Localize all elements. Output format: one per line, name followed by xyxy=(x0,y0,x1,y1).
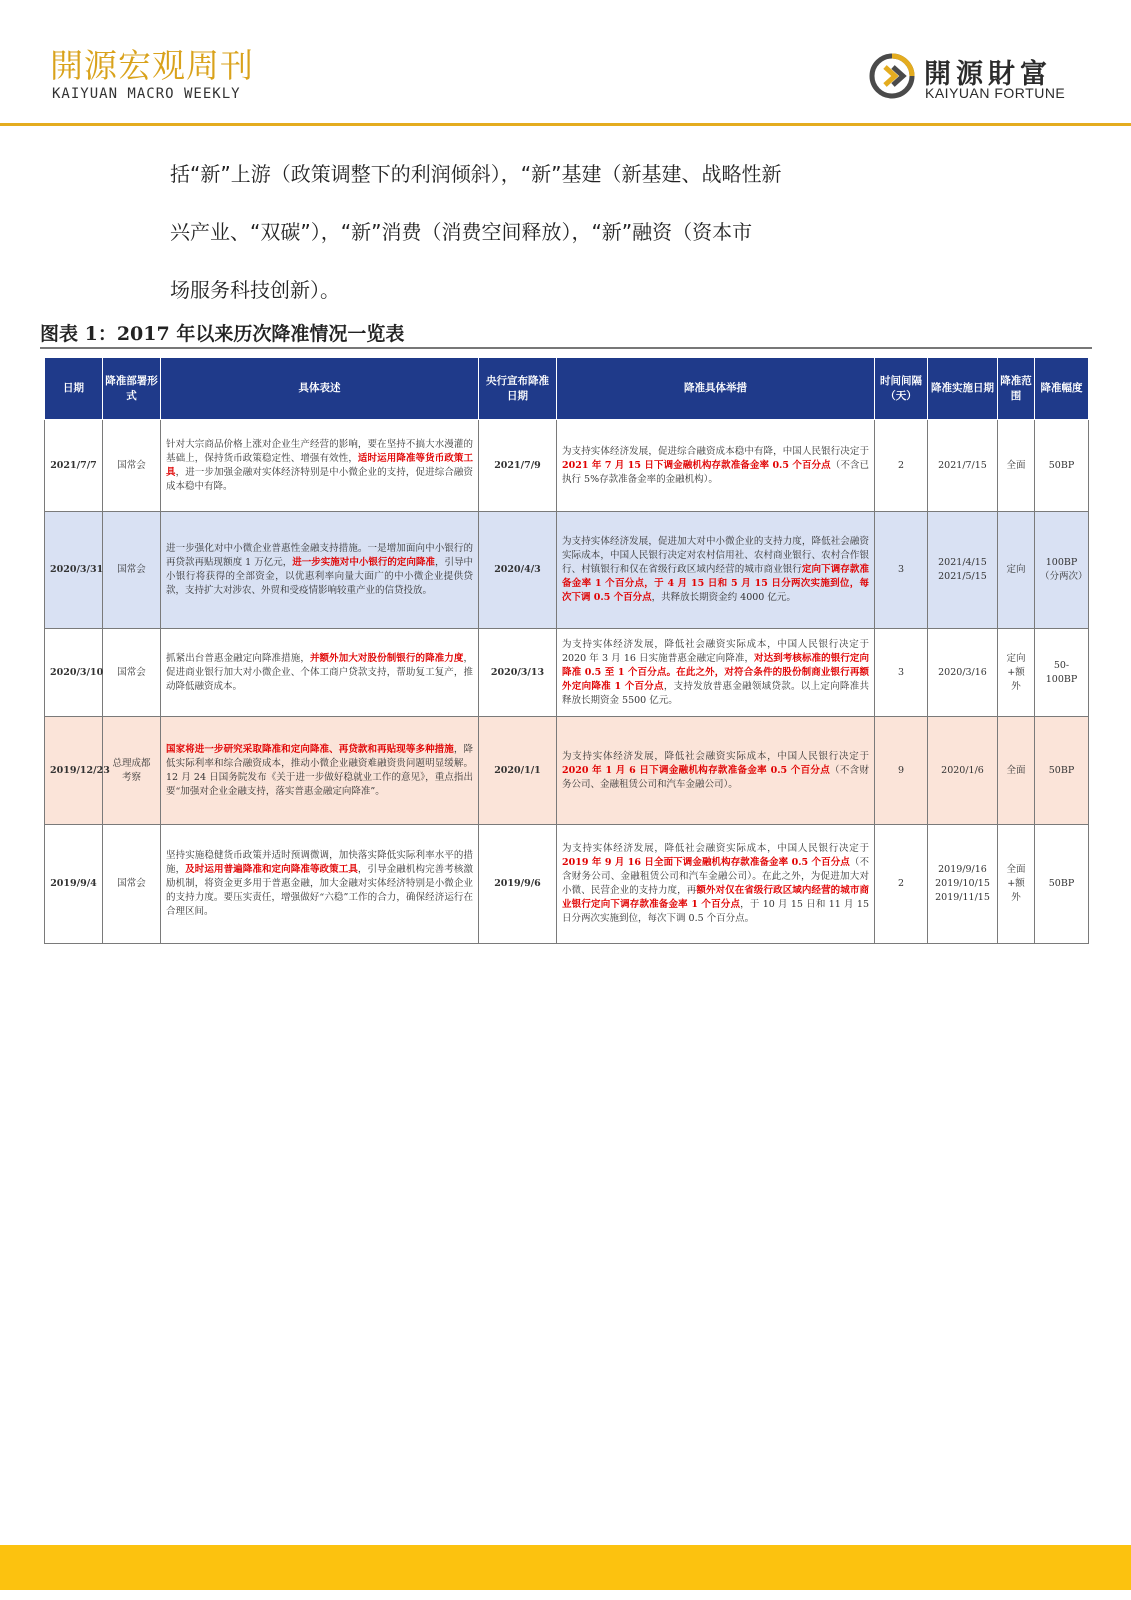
cell-impl-date: 2020/3/16 xyxy=(928,629,998,717)
cell-announce-date: 2020/1/1 xyxy=(479,717,557,825)
cell-statement: 国家将进一步研究采取降准和定向降准、再贷款和再贴现等多种措施，降低实际利率和综合融资成本，推动小微企业融资难融资贵问题明显缓解。12 月 24 日国务院发布《关于进一步做好稳就业工作的意见》，重点指出要“加强对企业金融支持，落实普惠金融定向降准”。 xyxy=(161,717,479,825)
cell-interval: 3 xyxy=(875,512,928,629)
cell-size: 50BP xyxy=(1035,825,1089,944)
table-row xyxy=(45,825,1089,944)
cell-scope: 定向 xyxy=(998,512,1035,629)
cell-size: 100BP（分两次） xyxy=(1035,512,1089,629)
logo-cn-text: 開源財富 xyxy=(924,59,1052,90)
cell-measures: 为支持实体经济发展，促进综合融资成本稳中有降，中国人民银行决定于2021 年 7 月 15 日下调金融机构存款准备金率 0.5 个百分点（不含已执行 5%存款准备金率的金融机构）。 xyxy=(557,420,875,512)
company-logo xyxy=(868,52,1078,102)
cell-measures: 为支持实体经济发展，降低社会融资实际成本，中国人民银行决定于2020 年 1 月 6 日下调金融机构存款准备金率 0.5 个百分点（不含财务公司、金融租赁公司和汽车金融公司）。 xyxy=(557,717,875,825)
paragraph-line: 括“新”上游（政策调整下的利润倾斜），“新”基建（新基建、战略性新 xyxy=(170,162,782,186)
cell-interval: 3 xyxy=(875,629,928,717)
cell-date: 2019/9/4 xyxy=(45,825,103,944)
cell-measures: 为支持实体经济发展，降低社会融资实际成本，中国人民银行决定于2019 年 9 月 16 日全面下调金融机构存款准备金率 0.5 个百分点（不含财务公司、金融租赁公司和汽车金融公司）。在此之外，为促进加大对小微、民营企业的支持力度，再额外对仅在省级行政区域内经营的城市商业银行定向下调存款准备金率 1 个百分点，于 10 月 15 日和 11 月 15 日分两次实施到位，每次下调 0.5 个百分点。 xyxy=(557,825,875,944)
col-header: 降准范围 xyxy=(998,358,1035,420)
cell-date: 2020/3/10 xyxy=(45,629,103,717)
paragraph-line: 场服务科技创新）。 xyxy=(170,278,340,302)
cell-date: 2021/7/7 xyxy=(45,420,103,512)
col-header: 具体表述 xyxy=(161,358,479,420)
col-header: 降准幅度 xyxy=(1035,358,1089,420)
cell-interval: 2 xyxy=(875,825,928,944)
cell-date: 2019/12/23 xyxy=(45,717,103,825)
cell-announce-date: 2020/4/3 xyxy=(479,512,557,629)
cell-impl-date: 2021/4/15 2021/5/15 xyxy=(928,512,998,629)
cell-form: 国常会 xyxy=(103,420,161,512)
cell-statement: 抓紧出台普惠金融定向降准措施，并额外加大对股份制银行的降准力度，促进商业银行加大对小微企业、个体工商户贷款支持，帮助复工复产，推动降低融资成本。 xyxy=(161,629,479,717)
cell-statement: 针对大宗商品价格上涨对企业生产经营的影响，要在坚持不搞大水漫灌的基础上，保持货币政策稳定性、增强有效性，适时运用降准等货币政策工具，进一步加强金融对实体经济特别是中小微企业的支持，促进综合融资成本稳中有降。 xyxy=(161,420,479,512)
col-header: 降准部署形式 xyxy=(103,358,161,420)
cell-announce-date: 2019/9/6 xyxy=(479,825,557,944)
cell-form: 国常会 xyxy=(103,629,161,717)
col-header: 央行宣布降准日期 xyxy=(479,358,557,420)
cell-statement: 坚持实施稳健货币政策并适时预调微调，加快落实降低实际利率水平的措施，及时运用普遍降准和定向降准等政策工具，引导金融机构完善考核激励机制，将资金更多用于普惠金融，加大金融对实体经济特别是小微企业的支持力度。要压实责任，增强做好“六稳”工作的合力，确保经济运行在合理区间。 xyxy=(161,825,479,944)
col-header: 降准具体举措 xyxy=(557,358,875,420)
cell-form: 国常会 xyxy=(103,512,161,629)
figure-title-rule xyxy=(40,347,1092,349)
table-row xyxy=(45,717,1089,825)
col-header: 时间间隔（天） xyxy=(875,358,928,420)
col-header: 降准实施日期 xyxy=(928,358,998,420)
cell-impl-date: 2021/7/15 xyxy=(928,420,998,512)
cell-scope: 全面+额外 xyxy=(998,825,1035,944)
cell-date: 2020/3/31 xyxy=(45,512,103,629)
cell-impl-date: 2019/9/16 2019/10/15 2019/11/15 xyxy=(928,825,998,944)
header-divider xyxy=(0,123,1131,126)
cell-size: 50-100BP xyxy=(1035,629,1089,717)
cell-size: 50BP xyxy=(1035,420,1089,512)
cell-announce-date: 2021/7/9 xyxy=(479,420,557,512)
cell-announce-date: 2020/3/13 xyxy=(479,629,557,717)
logo-en-text: KAIYUAN FORTUNE xyxy=(925,85,1066,101)
footer-bar xyxy=(0,1545,1131,1590)
paragraph-line: 兴产业、“双碳”），“新”消费（消费空间释放），“新”融资（资本市 xyxy=(170,220,753,244)
kaiyuan-logo-icon xyxy=(868,52,916,100)
cell-form: 总理成都考察 xyxy=(103,717,161,825)
table-row xyxy=(45,512,1089,629)
cell-form: 国常会 xyxy=(103,825,161,944)
cell-measures: 为支持实体经济发展，降低社会融资实际成本，中国人民银行决定于 2020 年 3 月 16 日实施普惠金融定向降准，对达到考核标准的银行定向降准 0.5 至 1 个百分点。在此之外，对符合条件的股份制商业银行再额外定向降准 1 个百分点，支持发放普惠金融领域贷款。以上定向降准共释放长期资金 5500 亿元。 xyxy=(557,629,875,717)
report-title: 開源宏观周刊 xyxy=(50,46,254,85)
cell-scope: 全面 xyxy=(998,420,1035,512)
cell-impl-date: 2020/1/6 xyxy=(928,717,998,825)
figure-title: 图表 1：2017 年以来历次降准情况一览表 xyxy=(40,323,405,345)
cell-statement: 进一步强化对中小微企业普惠性金融支持措施。一是增加面向中小银行的再贷款再贴现额度 1 万亿元，进一步实施对中小银行的定向降准，引导中小银行将获得的全部资金，以优惠利率向量大面广的中小微企业提供贷款，支持扩大对涉农、外贸和受疫情影响较重产业的信贷投放。 xyxy=(161,512,479,629)
cell-size: 50BP xyxy=(1035,717,1089,825)
table-header-row xyxy=(45,358,1089,420)
report-subtitle: KAIYUAN MACRO WEEKLY xyxy=(52,86,241,102)
rrr-cut-table xyxy=(44,357,1089,944)
cell-measures: 为支持实体经济发展，促进加大对中小微企业的支持力度，降低社会融资实际成本，中国人民银行决定对农村信用社、农村商业银行、农村合作银行、村镇银行和仅在省级行政区域内经营的城市商业银行定向下调存款准备金率 1 个百分点，于 4 月 15 日和 5 月 15 日分两次实施到位，每次下调 0.5 个百分点，共释放长期资金约 4000 亿元。 xyxy=(557,512,875,629)
table-row xyxy=(45,420,1089,512)
col-header: 日期 xyxy=(45,358,103,420)
cell-scope: 全面 xyxy=(998,717,1035,825)
cell-scope: 定向+额外 xyxy=(998,629,1035,717)
cell-interval: 2 xyxy=(875,420,928,512)
cell-interval: 9 xyxy=(875,717,928,825)
body-paragraph xyxy=(170,145,980,319)
table-row xyxy=(45,629,1089,717)
